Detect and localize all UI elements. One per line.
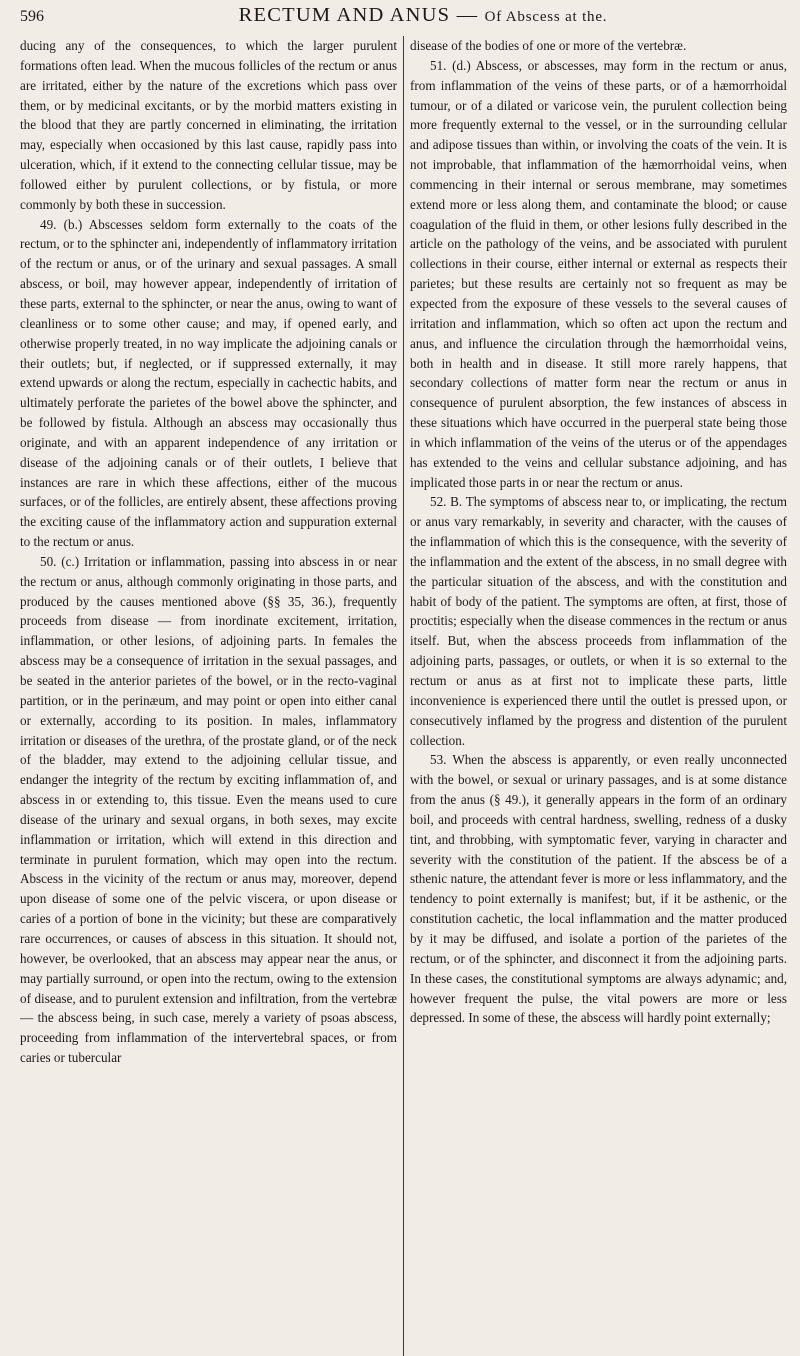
paragraph-50: 50. (c.) Irritation or inflammation, passing into abscess in or near the rectum or anus, although commonly originating in those parts, and produced by the causes mentioned above (§§ 35, 36.), frequently proceeds from disease — from inordinate excitement, irritation, inflammation, or other lesions, of adjoining parts. In females the abscess may be a consequence of irritation in the sexual passages, and be seated in the anterior parietes of the bowel, or in the recto-vaginal partition, or in the perinæum, and may point or open into either canal or externally, according to its position. In males, inflammatory irritation or diseases of the urethra, of the prostate gland, or of the neck of the bladder, may extend to the adjoining cellular tissue, and endanger the integrity of the rectum by exciting inflammation of, and abscess in or extending to, this tissue. Even the means used to cure disease of the urinary and sexual organs, in both sexes, may excite inflammation or irritation, which will extend in this direction and terminate in purulent formation, which may open into the rectum. Abscess in the vicinity of the rectum or anus may, moreover, depend upon disease of some one of the pelvic viscera, or upon disease or caries of a portion of bone in the vicinity; but these are comparatively rare occurrences, or causes of abscess in this situation. It should not, however, be overlooked, that an abscess may appear near the anus, or may partially surround, or open into the rectum, owing to the extension of disease, and to purulent extension and infiltration, from the vertebræ — the abscess being, in such case, merely a variety of psoas abscess, proceeding from inflammation of the intervertebral spaces, or from caries or tubercular	[20, 553, 397, 1066]
running-title	[150, 4, 786, 27]
paragraph-52: 52. B. The symptoms of abscess near to, or implicating, the rectum or anus vary remarkably, in severity and character, with the causes of the inflammation of which this is the consequence, with the severity of the inflammation and the extent of the abscess, in no small degree with the particular situation of the abscess, and with the constitution and habit of body of the patient. The symptoms are often, at first, those of proctitis; especially when the disease commences in the rectum or anus itself. But, when the abscess proceeds from inflammation of the adjoining parts, passages, or outlets, or when it is so external to the rectum or anus as at first not to implicate these parts, little inconvenience is experienced there until the outlet is pressed upon, or consecutively inflamed by the progress and distention of the purulent collection.	[410, 494, 787, 748]
running-title-main: RECTUM AND ANUS	[238, 4, 451, 26]
running-title-dash: —	[450, 4, 485, 26]
running-title-sub: Of Abscess at the.	[484, 9, 608, 25]
paragraph-53: 53. When the abscess is apparently, or even really unconnected with the bowel, or sexual or urinary passages, and is at some distance from the anus (§ 49.), it generally appears in the form of an ordinary boil, and proceeds with central hardness, swelling, redness of a dusky tint, and throbbing, with symptomatic fever, varying in character and severity with the constitution of the patient. If the abscess be of a sthenic nature, the attendant fever is more or less inflammatory, and the tendency to point externally is manifest; but, if it be asthenic, or the constitution cachetic, the local inflammation and the matter produced by it may be diffused, and isolate a portion of the parietes of the rectum, or of the sphincter, and disconnect it from the adjoining parts. In these cases, the constitutional symptoms are always adynamic; and, however frequent the pulse, the vital powers are more or less depressed. In some of these, the abscess will hardly point externally;	[410, 752, 787, 1026]
page-number: 596	[20, 8, 44, 25]
right-column	[404, 36, 787, 1356]
paragraph-continued-right: disease of the bodies of one or more of the vertebræ.	[410, 38, 687, 53]
left-column	[20, 36, 404, 1356]
two-column-body	[20, 36, 787, 1356]
running-header	[20, 4, 786, 32]
paragraph-51: 51. (d.) Abscess, or abscesses, may form in the rectum or anus, from inflammation of the veins of these parts, or of a hæmorrhoidal tumour, or of a dilated or varicose vein, the purulent collection being more frequently external to the vessel, or in the surrounding cellular and adipose tissues than within, or involving the coats of the vein. It is not improbable, that inflammation of the hæmorrhoidal veins, when commencing in their internal or serous membrane, may sometimes extend more or less along them, and contaminate the blood; or cause coagulation of the fluid in them, or other lesions fully described in the article on the pathology of the veins, and be associated with purulent collections in their course, either internal or external as respects their parietes; but these results are certainly not so frequent as may be expected from the exposure of these vessels to the several causes of irritation and inflammation, which so often act upon the rectum and anus, and influence the circulation through the hæmorrhoidal veins, both in health and in disease. It still more rarely happens, that secondary collections of matter form near the rectum or anus in consequence of purulent absorption, the few instances of abscess in these situations which have occurred in the puerperal state being those in which inflammation of the veins of the uterus or of the appendages has extended to the veins and cellular substance adjoining, and has implicated those parts in or near the rectum or anus.	[410, 57, 787, 490]
paragraph-continued: ducing any of the consequences, to which the larger purulent formations often lead. When the mucous follicles of the rectum or anus are irritated, either by the nature of the excretions which pass over them, or by medicinal excitants, or by the morbid matters existing in the blood that they are partly concerned in eliminating, the irritation may, especially when occasioned by this last cause, rapidly pass into ulceration, which, if it extend to the connecting cellular tissue, may be followed either by purulent collections, or by fistula, or more commonly by both these in succession.	[20, 38, 397, 212]
paragraph-49: 49. (b.) Abscesses seldom form externally to the coats of the rectum, or to the sphincter ani, independently of inflammatory irritation of the rectum or anus, or of the urinary and sexual passages. A small abscess, or boil, may however appear, independently of irritation of these parts, external to the sphincter, or near the anus, owing to want of cleanliness or to some other cause; and may, if opened early, and otherwise properly treated, in no way implicate the adjoining canals or their outlets; but, if neglected, or if suppressed externally, it may extend upwards or along the rectum, especially in cachectic habits, and ultimately perforate the parietes of the bowel above the sphincter, and be followed by fistula. Although an abscess may occasionally thus originate, and with an apparent independence of any irritation or disease of the adjoining canals or of their outlets, I believe that instances are rare in which these affections, either of the mucous surfaces, or of the follicles, are entirely absent, these affections proving the exciting cause of the inflammatory action and suppuration external to the rectum or anus.	[20, 216, 397, 550]
